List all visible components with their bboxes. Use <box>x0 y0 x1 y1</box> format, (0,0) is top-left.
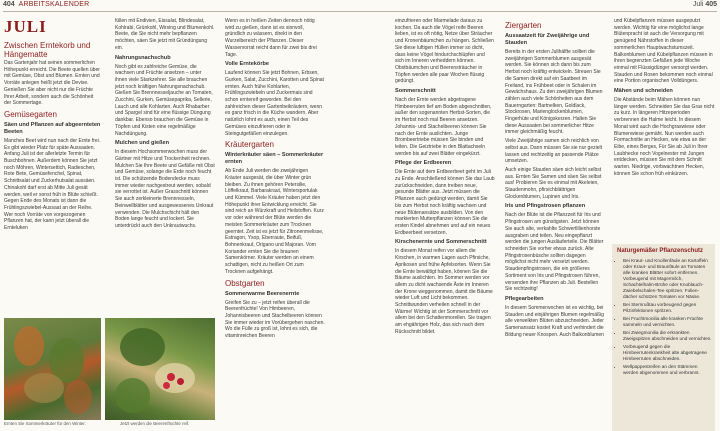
mowing-paragraph: Die Abstände beim Mähen können nun länger werden. Schneiden Sie das Gras nicht zu kurz. In längeren Hitzeperioden verbrennen die Halme leicht. In diesem Monat wird auch die Hochgraswiese oder Blumenwiese gemäht. Nun werden auch Formschnitte an Hecken, wie etwa an der Eibe, eines Berges, Für Sie ab Juli in Ihrer Laubhecke noch Vogelnester mit Jungen entdecken, müssen Sie mit dem Schnitt warten. Niedrige, vorbwachtnen Hecken, können Sie schon früh einkürzen. <box>614 97 715 177</box>
cherry-harvest-subheading: Kirschenernte und Sommerschnitt <box>395 239 487 246</box>
list-item: • Bei Sternrußtau vorbeugend gegen Pilzinfektionen spritzen. <box>623 302 712 314</box>
summer-pruning-subheading: Sommerschnitt <box>395 88 436 95</box>
sowing-paragraph: Manches Beet wird nun nach der Ernte frei. Es gibt wieder Platz für späte Aussaaten. Anfang Juli ist der allerletzte Termin für Buschbohnen. Außerdem können Sie jetzt noch Möhren, Wintersettich, Radieschen, Rote Bete, Gemüsefenchel, Spinat, Schnittsalat und Zuckerhutsalat aussäen. Chinakohl darf erst ab Mitte Juli gesät werden, weil er sonst früh in Blüte schießt. Gegen Ende des Monats ist dann die Frühlingszwiebel-Aussaat an der Reihe. Wer noch Vorräte von vorgezogenen Pflanzen hat, der kann jetzt überall die Ernteluken <box>4 137 101 232</box>
harvest-paragraph: Laufend können Sie jetzt Bohnen, Erbsen, Gurken, Salat, Zucchini, Karotten und Spinat ernten. Auch frühe Kohlarten, Frühlingszwiebeln und Zuckermais sind schon erntereif geworden. Bei den zahlreichen dieser Gartenbeikräutern, wenn es ganz frisch in die Küche wandern. Aber natürlich lohnt es auch, einen Teil des Gemüses einzufrieren oder in Steingutgefäßen einzulegen. <box>225 70 324 137</box>
column-6 <box>614 18 715 179</box>
berry-paragraph: Greifen Sie zu – jetzt reifen überall die Beerenfrüchte! Von Himbeeren, Johannisbeeren und Stachelbeeren können Sie immer wieder im Vorübergehen naschen. Wo die Fülle zu groß ist, lohnt es sich, die vitaminreichen Beeren <box>225 299 325 340</box>
herbs-paragraph: Ab Ende Juli werden die zweijährigen Kräuter ausgesät, die über Winter grün bleiben. Zu ihnen gehören Petersilie, Löffelkraut, Barbarakraut, Wintersportulak und Kümmel. Viele Kräuter haben jetzt den Höhepunkt ihrer Entwicklung erreicht. Sie sind reich an Würzkraft und Heilstoffen. Kurz vor oder während der Blüte werden die meisten Sommerkräuter zum Trocknen geerntet. Zeit ist es jetzt für Zitronenmelisse, Estragon, Ysop, Eberraute, Beifuß, Bohnenkraut, Origano und Majoran. Vom Koriander ernten Sie die braunen Samenkörner. Kräuter werden an einem schattigen, nicht zu heißen Ort zum Trocknen aufgehängt. <box>225 168 324 275</box>
nutrition-subheading: Nahrungsnachschub <box>115 54 171 61</box>
intro-paragraph: Das Gartenjahr hat seinen sommerlichen Höhepunkt erreicht. Die Beete quellen über mit Gemüse, Obst und Blumen. Ernten und Vorräte anlegen heißt jetzt die Devise. Genießen Sie aber nicht nur die Früchte Ihrer Arbeit, sondern auch die Schönheit der Sommertage. <box>4 60 100 107</box>
list-item: • Vorbeugend gegen die Himbeerrutenkrankheit alte abgetragene Himbeerruten abschneiden. <box>623 344 712 362</box>
list-item: • Wellpappestreifen an den Stämmen werden abgenommen und verbrannt. <box>623 364 712 376</box>
strawberry-paragraph: Die Ernte auf dem Erdbeerbeet geht im Juli zu Ende. Anschließend können Sie das Laub zurückschneiden, dann treiben neue, gesunde Blätter aus. Jetzt müssen die Pflanzen auch gedüngt werden, damit Sie bis zum Herbst noch kräftig wachsen und neue Blütenansätze ausbilden. Von den markierten Mutterpflanzen können Sie die ersten Kindel abnehmen und auf ein neues Erdbeerbeet versetzen. <box>395 169 495 236</box>
section-title: ARBEITSKALENDER <box>18 1 90 8</box>
left-page-header <box>3 1 89 8</box>
self-seeding-paragraph: Viele Zweijährige samen sich reichlich von selbst aus. Dann müssen Sie sie nur gezielt lassen und rechtzeitig an passende Plätze umsetzen. <box>505 138 602 165</box>
container-plants-paragraph: und Kübelpflanzen müssen ausgeputzt werden. Wichtig für eine möglichst lange Blütenpracht ist auch die Versorgung mit genügend Nährstoffen in dieser sommerlichen Hauptwachstumszeit. Balkonblumen und Kübelpflanzen müssen in ihren begrenzten Gefäßen jede Woche einmal mit Flüssigdünger versorgt werden. Stauden und Rosen bekommen noch einmal eine Portion organischen Volldüngers. <box>614 18 713 85</box>
mulching-paragraph: In diesem Hochsommerwochen muss der Gärtner mit Hitze und Trockenheit rechnen. Mulchen Sie Ihre Beete und Gefäße mit Obst und Gemüse, solange die Erde noch feucht ist. Die schützende Bodendecke muss immer wieder nachgestreut werden, sobald sie verrottet ist. Außer Grasschnitt können Sie auch zerkleinerte Brennnesseln, Beinwellblätter und ausgewessenes Unkraut verwenden. Die Mulchschicht hält den Boden lange feucht und lockert. Sie unterdrückt auch den Unkrautwuchs. <box>115 149 215 229</box>
vegetable-garden-heading: Gemüsegarten <box>4 109 57 119</box>
list-item: • Bei Zwiegmonilia die erkrankten Zweigspitzen abschneiden und vernichten. <box>623 330 712 342</box>
herbs-photo <box>4 318 101 420</box>
month-label: Juli <box>692 1 704 8</box>
berry-harvest-subheading: Sommerwarme Beerenernte <box>225 290 300 297</box>
plant-protection-list <box>612 258 715 376</box>
biennials-subheading: Aussaatzeit für Zweijährige und Stauden <box>505 33 590 46</box>
cherry-paragraph: In diesem Monat reifen vor allem die Kirschen, in warmen Lagen auch Pfirsiche, Aprikosen und frühe Apfelsorten. Wenn Sie die Ernte bewältigt haben, können Sie die Bäume auslichten. Im Sommer werden vor allem zu dicht wachsende Äste im Inneren der Krone weggenommen, damit die Bäume wieder Luft und Licht bekommen. Schnittwunden verheilen schnell in der Wärme! Wichtig ist der Sommerschnitt vor allem bei den Schattenmorellen. Sie tragen am ehgährigen Holz, das sich nach dem Rückschnitt bildet. <box>395 248 493 335</box>
harvest-subheading: Volle Erntekörbe <box>225 61 270 68</box>
perennial-seeds-paragraph: Auch einige Stauden säen sich leicht selbst aus. Ernten Sie Samen und säen Sie selbst aus! Probieren Sie es einmal mit Akeleien, Staudenmohn, pfirsichblättrigen Glockenblumen, Lupinen und Iris. <box>505 166 602 200</box>
photo-caption-right: Jetzt werden die Beerenfrüchte reif. <box>120 421 190 426</box>
page-header <box>0 0 720 13</box>
sowing-subheading: Säen und Pflanzen auf abgeernteten Beeten <box>4 121 101 135</box>
biennials-paragraph: Bereits in der ersten Julihälfte sollten die zweijährigen Sommerblumen ausgesät werden. Sie können sich dann bis zum Herbst noch kräftig entwickeln. Streuen Sie die Samen direkt auf ein Saatbeet im Freiland, ins Frühbeet oder in Schalen im Gewächshaus. Zu den zweijährigen Blumen zählen auch viele Schönheiten aus dem Bauerngarten: Bartnelken, Goldlack, Stockrosen, Marienglockenblumen, Fingerhüte und Königskerzen. Halten Sie diese Aussaaten bei sommerlicher Hitze immer gleichmäßig feucht. <box>505 49 603 136</box>
column-4 <box>395 18 495 338</box>
berries-photo <box>105 318 215 420</box>
right-page-number: 405 <box>705 1 717 8</box>
watering-paragraph: Wenn es in heißen Zeiten dennoch nötig wird zu gießen, dann ist es sinnvoll, gründlich zu wässern, direkt in den Wurzelbereich der Pflanzen. Dieser Wasservorrat reicht dann für zwei bis drei Tage. <box>225 18 317 58</box>
maintenance-subheading: Pflegearbeiten <box>505 295 544 302</box>
column-1 <box>4 18 101 234</box>
header-rule <box>3 11 717 12</box>
herb-garden-heading: Kräutergarten <box>225 140 274 150</box>
iris-peony-subheading: Iris und Pfingstrosen pflanzen <box>505 203 586 210</box>
photo-caption-left: Ernten Sie Sommerkräuter für den Winter. <box>4 421 86 426</box>
ornamental-garden-heading: Ziergarten <box>505 21 542 30</box>
nutrition-paragraph: Noch gibt es zahlreiche Gemüse, die wachsen und Früchte ansetzen – unter ihnen viele Starkzehrer. Sie alle brauchen jetzt noch kräftigen Nahrungsnachschub. Gießen Sie Brennnesseljauche an Tomaten, Zucchini, Gurken, Gemüsepaprika, Sellerie, Lauch und alle Kohlarten. Auch Rhabarber und Spargel sind für eine flüssige Düngung dankbar. Ebenso brauchen die Gemüse in Töpfen und Kisten eine regelmäßige Nachdüngung. <box>115 63 213 137</box>
strawberry-care-subheading: Pflege der Erdbeeren <box>395 160 452 167</box>
preserve-paragraph: einzufrieren oder Marmelade daraus zu kochen. Da auch die Vögel reife Beeren lieben, ist es oft nötig, Netze über Sträucher und Kronenbäumchen zu hängen. Schließen Sie diese luftigen Hüllen immer so dicht, dass keine Vögel hindurchschlüpfen und sich im Inneren verheddern können. Obstbäumchen und Beerensträucher in Töpfen werden alle paar Wochen flüssig gedüngt. <box>395 18 494 85</box>
mulching-subheading: Mulchen und gießen <box>115 140 170 147</box>
list-item: • Bei Kraut- und Knollenfäule an Kartoffeln oder Kraut- und Braunfäule an Tomaten alle kranken Blätter sofort entfernen. Vorbeugend mit Magermilch, Schachtelhalm-Brühe oder Knoblauch-Zwiebelschalen-Tee spritzen. Folien-dächer schützen Tomaten vor Nässe. <box>623 258 712 300</box>
column-2 <box>115 18 215 232</box>
maintenance-paragraph: In diesem Sommerwochen ist es wichtig, bei Stauden und einjährigen Blumen regelmäßig alle verwelkten Blüten abzuschneiden. Jeder Samenansatz kostet Kraft und verhindert die Bildung neuer Knospen. Auch Balkonblumen <box>505 304 604 338</box>
summer-pruning-paragraph: Nach der Ernte werden abgetragene Himbeerruten tief am Boden abgeschnitten, außer den sogenannten Herbst-Sorten, die im Herbst noch mal Beeren ansetzen. Johannis- und Stachelbeeren können Sie nach der Ernte auslichten. Junge Brombeertriebe müssen Sie binden und leiten. Die Geiztriebe in den Blattachseln werden bis auf zwei Blätter eingekürzt. <box>395 97 492 157</box>
plant-protection-title: Naturgemäßer Pflanzenschutz <box>617 248 704 254</box>
iris-peony-paragraph: Nach der Blüte ist die Pflanzzeit für Iris und Pfingstrosen am günstigsten. Jetzt können Sie auch alte, verkahlte Schwertlilienhorste ausgraben und teilen. Neu eingepflanzt werden die jungen Ausläuferteile. Die Blätter schneiden Sie vorher etwas zurück. Alte Pfingstrosenbüsche sollten dagegen möglichst nicht mehr versetzt werden. Staudenpfingstrosen, die ein größeres Sortiment von Iris und Pfingstrosen führen, versenden ihre Pflanzen ab Juli. Bestellen Sie rechtzeitig! <box>505 212 604 293</box>
planting-paragraph: füllen mit Endivien, Eissalat, Blindesalat, Kohlrabi, Grünkohl, Wirsing und Blumenkohl. Beete, die Sie nicht mehr bepflanzen möchten, säen Sie jetzt mit Gründüngung ein. <box>115 18 215 51</box>
plant-protection-box <box>612 244 715 431</box>
intro-heading: Zwischen Erntekorb und Hängematte <box>4 41 91 59</box>
right-page-header <box>693 1 717 8</box>
month-title: JULI <box>4 17 47 36</box>
list-item: • Bei Fruchtmonilia alle kranken Früchte sammeln und vernichten. <box>623 316 712 328</box>
column-5 <box>505 18 605 340</box>
orchard-heading: Obstgarten <box>225 278 265 288</box>
column-3 <box>225 18 325 342</box>
left-page-number: 404 <box>3 1 15 8</box>
mowing-subheading: Mähen und schneiden <box>614 88 673 95</box>
winter-herbs-subheading: Winterkräuter säen – Sommerkräuter ernten <box>225 152 324 166</box>
